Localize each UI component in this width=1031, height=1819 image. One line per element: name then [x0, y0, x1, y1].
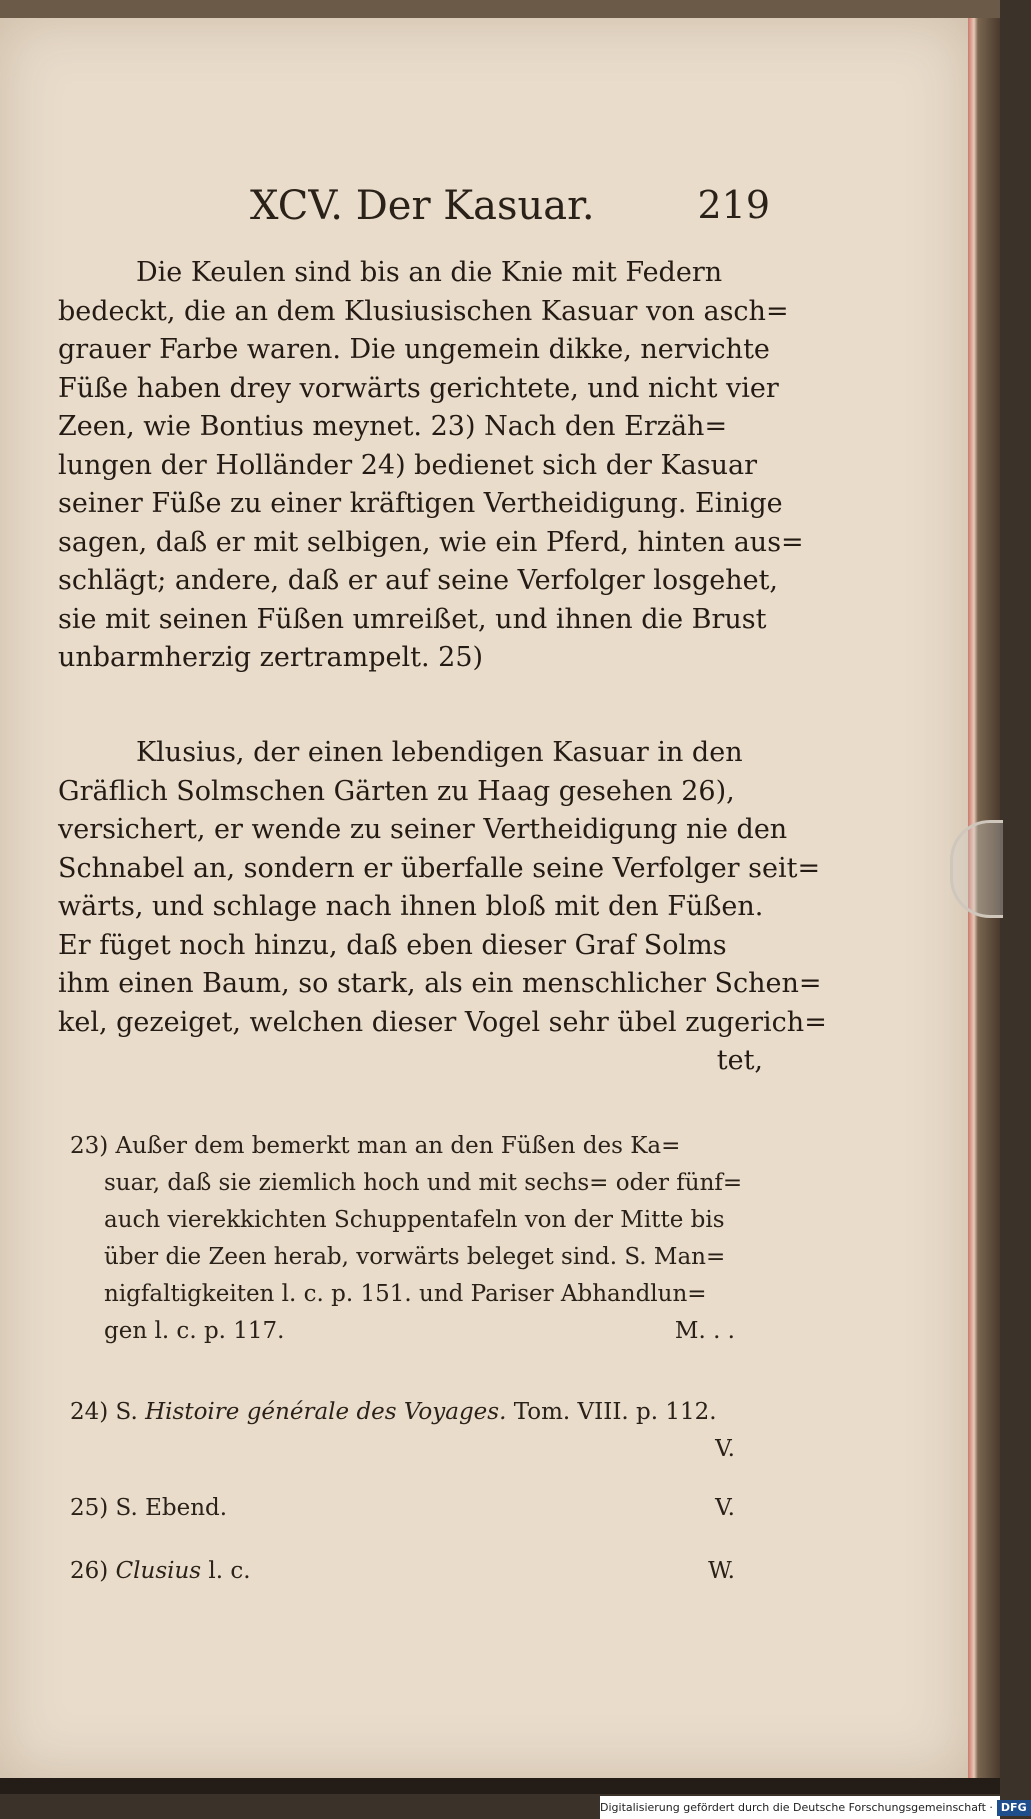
- footnote-signature: W.: [708, 1558, 735, 1584]
- footnote-line: über die Zeen herab, vorwärts beleget sind. S. Man=: [104, 1244, 726, 1270]
- footnote-suffix: Tom. VIII. p. 112.: [513, 1399, 717, 1425]
- footnote-line: gen l. c. p. 117.: [104, 1318, 285, 1344]
- page-title: XCV. Der Kasuar.: [250, 183, 595, 229]
- footnote-source-title: Histoire générale des Voyages.: [145, 1399, 507, 1425]
- dfg-logo: DFG: [997, 1800, 1031, 1816]
- text-line: Die Keulen sind bis an die Knie mit Federn: [136, 257, 723, 288]
- text-line: ihm einen Baum, so stark, als ein menschlicher Schen=: [58, 968, 822, 999]
- book-page: [0, 18, 968, 1778]
- text-line: Zeen, wie Bontius meynet. 23) Nach den Erzäh=: [58, 411, 728, 442]
- text-line: lungen der Holländer 24) bedienet sich der Kasuar: [58, 449, 757, 481]
- footnote-source-title: Clusius: [115, 1558, 202, 1584]
- footnote-prefix: 24) S.: [70, 1399, 138, 1425]
- footnote-25: [70, 1490, 765, 1527]
- catchword: tet,: [716, 1045, 763, 1076]
- text-line: schlägt; andere, daß er auf seine Verfolger losgehet,: [58, 565, 779, 596]
- footnote-signature: V.: [715, 1495, 735, 1521]
- text-line: bedeckt, die an dem Klusiusischen Kasuar von asch=: [58, 295, 789, 327]
- text-line: seiner Füße zu einer kräftigen Vertheidigung. Einige: [58, 488, 783, 519]
- text-line: Gräflich Solmschen Gärten zu Haag gesehen 26),: [58, 775, 735, 807]
- footnote-line: nigfaltigkeiten l. c. p. 151. und Pariser Abhandlun=: [104, 1281, 707, 1307]
- text-line: sagen, daß er mit selbigen, wie ein Pferd, hinten aus=: [58, 526, 804, 558]
- text-line: wärts, und schlage nach ihnen bloß mit den Füßen.: [58, 891, 764, 922]
- text-line: Füße haben drey vorwärts gerichtete, und nicht vier: [58, 372, 779, 404]
- text-line: Klusius, der einen lebendigen Kasuar in den: [136, 737, 743, 768]
- page-number: 219: [697, 183, 770, 227]
- footnote-signature: V.: [715, 1436, 735, 1462]
- footnote-26: [70, 1553, 765, 1590]
- credit-text: Digitalisierung gefördert durch die Deutsche Forschungsgemeinschaft ·: [600, 1801, 993, 1814]
- footnote-line: 23) Außer dem bemerkt man an den Füßen des Ka=: [70, 1133, 681, 1159]
- paragraph-1: [58, 254, 804, 678]
- text-line: kel, gezeiget, welchen dieser Vogel sehr übel zugerich=: [58, 1006, 827, 1038]
- footnote-line: auch vierekkichten Schuppentafeln von der Mitte bis: [104, 1207, 725, 1233]
- running-header: [250, 183, 770, 243]
- footnote-suffix: l. c.: [208, 1558, 251, 1584]
- text-line: Schnabel an, sondern er überfalle seine Verfolger seit=: [58, 852, 821, 884]
- footnote-23: [70, 1128, 765, 1350]
- text-line: versichert, er wende zu seiner Vertheidigung nie den: [58, 814, 788, 845]
- digitization-credit: [600, 1796, 1027, 1819]
- footnote-24: [70, 1394, 765, 1468]
- text-line: unbarmherzig zertrampelt. 25): [58, 642, 484, 673]
- footnote-text: 25) S. Ebend.: [70, 1495, 228, 1521]
- text-line: Er füget noch hinzu, daß eben dieser Graf Solms: [58, 929, 727, 961]
- paragraph-2: [58, 734, 827, 1081]
- page-bottom-edge: [0, 1778, 1000, 1794]
- footnote-prefix: 26): [70, 1558, 109, 1584]
- text-line: grauer Farbe waren. Die ungemein dikke, nervichte: [58, 334, 770, 365]
- footnote-signature: M. . .: [674, 1318, 735, 1344]
- text-line: sie mit seinen Füßen umreißet, und ihnen die Brust: [58, 603, 767, 635]
- footnote-line: suar, daß sie ziemlich hoch und mit sechs= oder fünf=: [104, 1170, 743, 1196]
